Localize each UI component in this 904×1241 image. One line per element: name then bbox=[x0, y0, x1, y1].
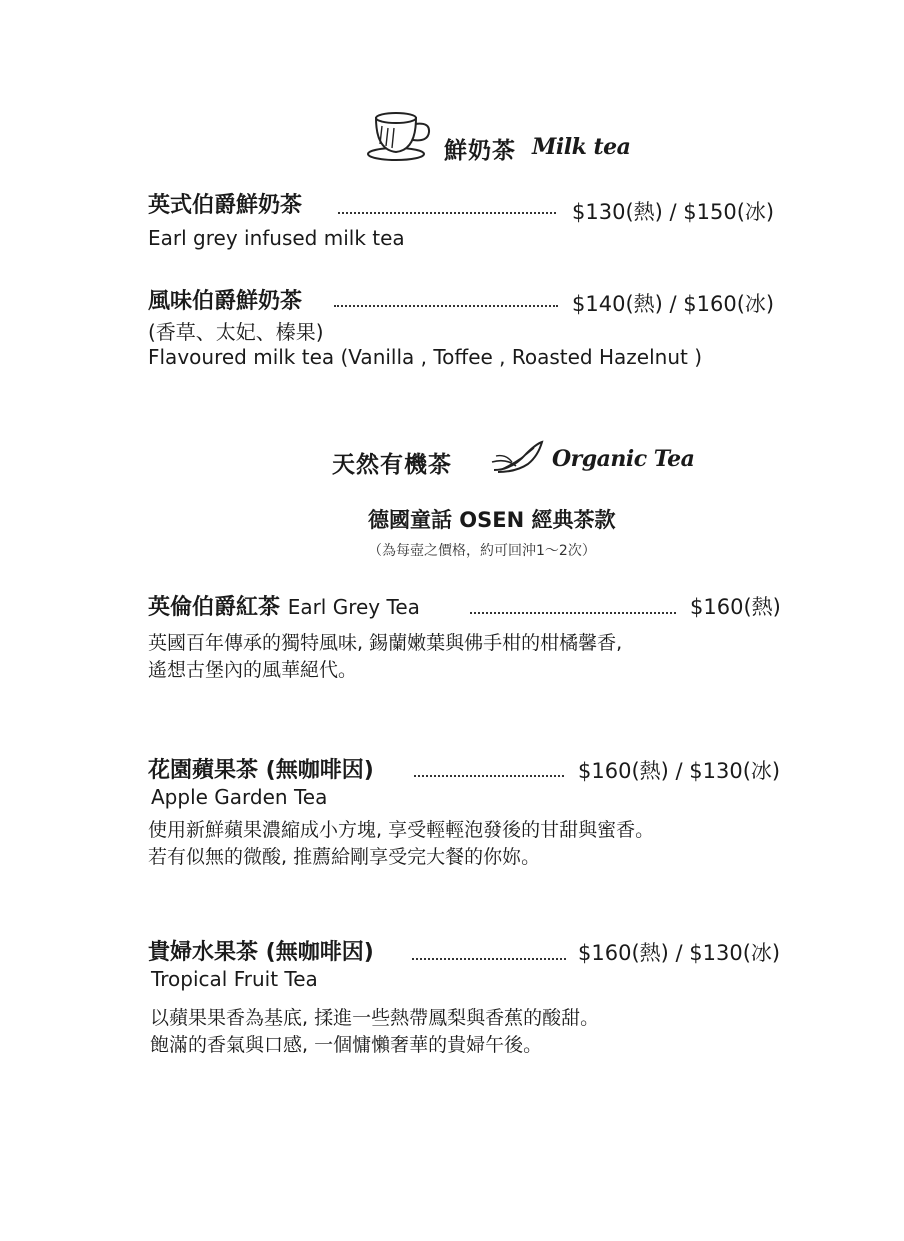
milk-tea-title-en: Milk tea bbox=[532, 134, 631, 160]
menu-item-desc-zh: 遙想古堡內的風華絕代。 bbox=[148, 659, 358, 681]
menu-item-desc-zh: 飽滿的香氣與口感, 一個慵懶奢華的貴婦午後。 bbox=[150, 1034, 543, 1056]
menu-item-price: $140(熱) / $160(冰) bbox=[572, 292, 775, 316]
menu-item-name: 貴婦水果茶 (無咖啡因) bbox=[148, 940, 374, 965]
menu-item-desc-zh: 使用新鮮蘋果濃縮成小方塊, 享受輕輕泡發後的甘甜與蜜香。 bbox=[148, 819, 655, 841]
tea-leaf-icon bbox=[490, 440, 546, 476]
menu-item-desc-zh: 英國百年傳承的獨特風味, 錫蘭嫩葉與佛手柑的柑橘馨香, bbox=[148, 632, 623, 654]
menu-item-name-en: Apple Garden Tea bbox=[151, 785, 328, 809]
brand-note: （為每壺之價格，約可回沖1～2次） bbox=[368, 543, 596, 559]
menu-item-price: $160(熱) bbox=[690, 595, 781, 619]
menu-item-desc-zh: 若有似無的微酸, 推薦給剛享受完大餐的你妳。 bbox=[148, 846, 541, 868]
menu-item-name: 風味伯爵鮮奶茶 bbox=[148, 289, 303, 314]
menu-item-desc-en: Earl grey infused milk tea bbox=[148, 226, 405, 250]
menu-item-name-en: Earl Grey Tea bbox=[287, 595, 420, 619]
menu-item-price: $130(熱) / $150(冰) bbox=[572, 200, 775, 224]
menu-item-desc-zh: (香草、太妃、榛果) bbox=[148, 320, 324, 344]
dot-leader bbox=[470, 612, 676, 614]
milk-tea-title-zh: 鮮奶茶 bbox=[444, 138, 516, 164]
dot-leader bbox=[338, 212, 556, 214]
menu-item-price: $160(熱) / $130(冰) bbox=[578, 941, 781, 965]
teacup-icon bbox=[366, 110, 436, 164]
menu-item-name-en: Tropical Fruit Tea bbox=[151, 967, 318, 991]
menu-item-name bbox=[148, 590, 420, 621]
dot-leader bbox=[412, 958, 566, 960]
organic-tea-title-en: Organic Tea bbox=[552, 446, 695, 472]
menu-item-name-zh: 英倫伯爵紅茶 bbox=[148, 595, 281, 620]
menu-item-name: 英式伯爵鮮奶茶 bbox=[148, 193, 303, 218]
menu-item-desc-zh: 以蘋果果香為基底, 揉進一些熱帶鳳梨與香蕉的酸甜。 bbox=[150, 1007, 600, 1029]
menu-item-name: 花園蘋果茶 (無咖啡因) bbox=[148, 758, 374, 783]
brand-heading: 德國童話 OSEN 經典茶款 bbox=[368, 508, 616, 532]
organic-tea-title-zh: 天然有機茶 bbox=[332, 452, 452, 478]
dot-leader bbox=[334, 305, 558, 307]
dot-leader bbox=[414, 775, 564, 777]
menu-item-desc-en: Flavoured milk tea (Vanilla , Toffee , Roasted Hazelnut ) bbox=[148, 345, 702, 369]
menu-item-price: $160(熱) / $130(冰) bbox=[578, 759, 781, 783]
